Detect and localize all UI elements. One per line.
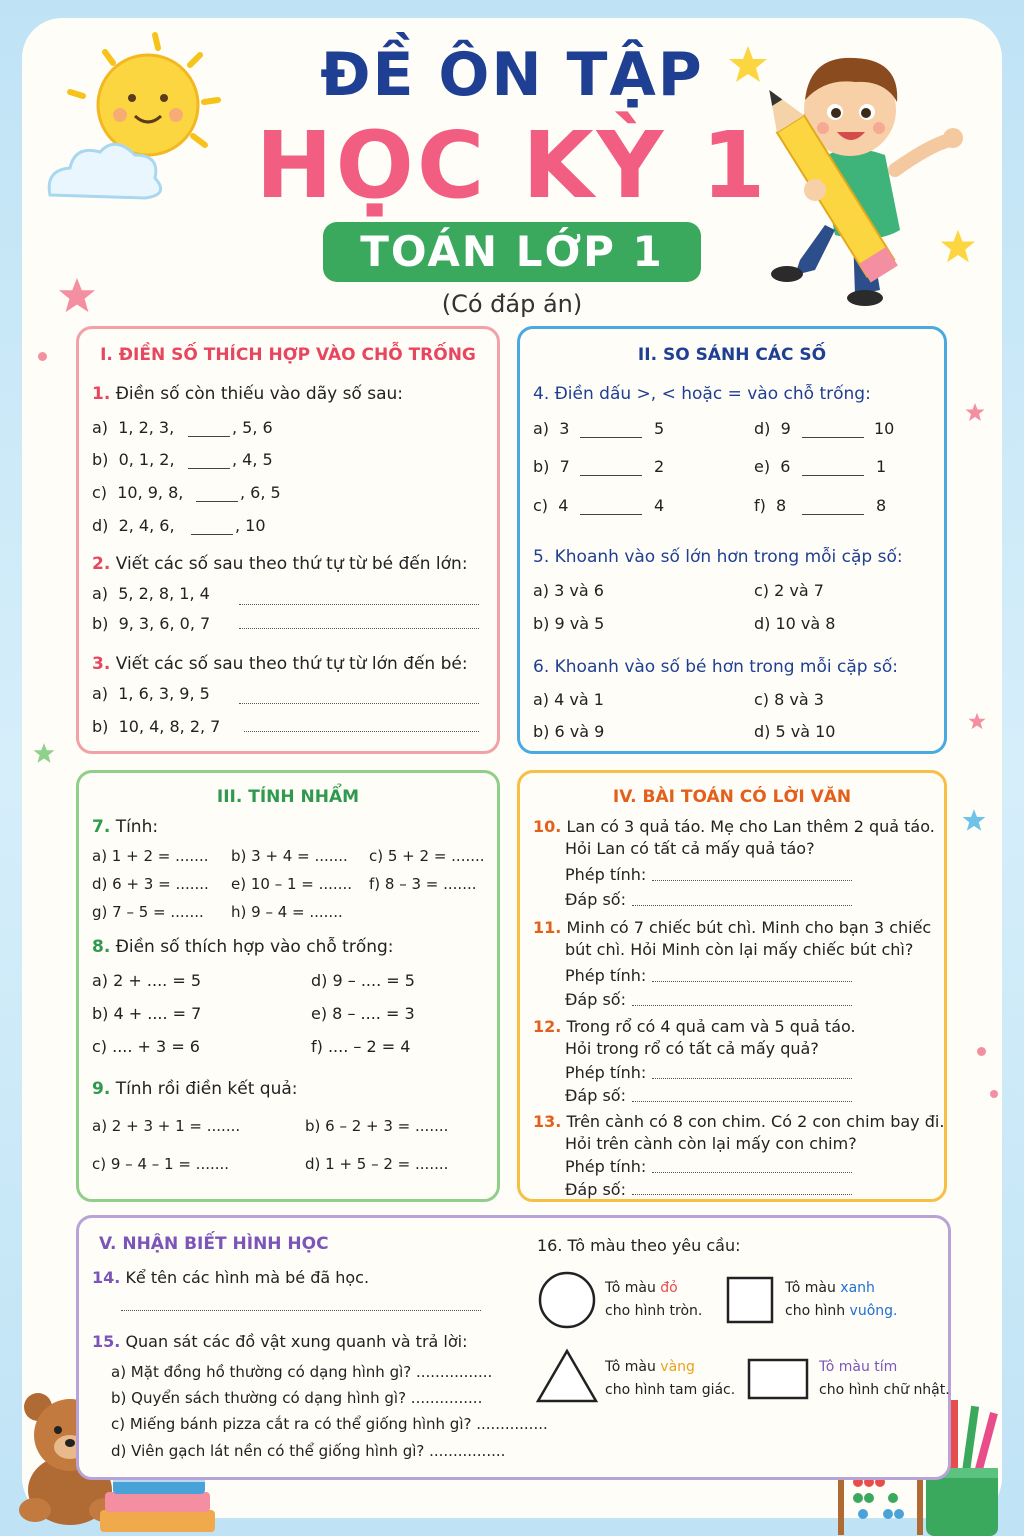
item-label: c)	[92, 483, 108, 502]
rectangle-instruction: Tô màu tím	[819, 1359, 898, 1375]
compute-item[interactable]: c) 9 – 4 – 1 = .......	[92, 1155, 230, 1173]
pair-item[interactable]: c) 8 và 3	[754, 690, 824, 709]
answer-label: Đáp số:	[565, 1086, 626, 1105]
item-sequence-end: , 5, 6	[232, 418, 273, 437]
color-word-blue: vuông.	[849, 1303, 898, 1319]
word-problem-13	[533, 1112, 944, 1131]
item-label: b)	[92, 614, 109, 633]
square-instruction-2	[785, 1303, 897, 1319]
observe-item[interactable]: a) Mặt đồng hồ thường có dạng hình gì? ................	[111, 1363, 493, 1381]
section-2-title: II. SO SÁNH CÁC SỐ	[637, 345, 827, 365]
item-label: d)	[754, 419, 771, 438]
section-4-title: IV. BÀI TOÁN CÓ LỜI VĂN	[612, 787, 852, 807]
calc-label: Phép tính:	[565, 966, 647, 985]
problem-text: Lan có 3 quả táo. Mẹ cho Lan thêm 2 quả táo.	[566, 817, 935, 836]
answer-blank[interactable]	[196, 501, 238, 502]
compare-blank[interactable]	[580, 437, 642, 438]
question-16: 16. Tô màu theo yêu cầu:	[537, 1236, 741, 1255]
sort-item	[92, 614, 210, 633]
title-line-2: HỌC KỲ 1	[255, 112, 769, 219]
calc-label: Phép tính:	[565, 865, 647, 884]
item-sequence: 1, 2, 3,	[118, 418, 175, 437]
question-text: Điền số thích hợp vào chỗ trống:	[115, 937, 394, 957]
pair-item[interactable]: d) 5 và 10	[754, 722, 836, 741]
calc-item[interactable]: e) 10 – 1 = .......	[231, 875, 352, 893]
left-number: 6	[780, 457, 791, 476]
problem-number: 12.	[533, 1017, 562, 1036]
question-number: 8.	[92, 937, 111, 957]
question-text: Tính:	[115, 817, 159, 837]
question-number: 14.	[92, 1268, 121, 1287]
compare-item	[533, 419, 569, 438]
fill-item[interactable]: e) 8 – .... = 3	[311, 1004, 415, 1023]
answer-line[interactable]	[239, 604, 479, 605]
calc-item[interactable]: b) 3 + 4 = .......	[231, 847, 348, 865]
calc-item[interactable]: c) 5 + 2 = .......	[369, 847, 485, 865]
circle-instruction	[605, 1280, 678, 1296]
question-14	[92, 1268, 369, 1287]
question-text: Viết các số sau theo thứ tự từ bé đến lớn:	[115, 554, 468, 574]
problem-question: Hỏi trong rổ có tất cả mấy quả?	[565, 1039, 819, 1058]
calc-answer-line[interactable]	[652, 1172, 852, 1173]
word-problem-10	[533, 817, 935, 836]
question-number: 2.	[92, 554, 111, 574]
left-number: 3	[559, 419, 570, 438]
question-4: 4. Điền dấu >, < hoặc = vào chỗ trống:	[533, 384, 871, 404]
observe-item[interactable]: b) Quyển sách thường có dạng hình gì? ...............	[111, 1389, 483, 1407]
item-sequence: 0, 1, 2,	[118, 450, 175, 469]
answer-label: Đáp số:	[565, 1180, 626, 1199]
sequence-item	[92, 483, 183, 502]
problem-number: 13.	[533, 1112, 562, 1131]
sort-item	[92, 684, 210, 703]
item-label: a)	[533, 419, 550, 438]
problem-question: Hỏi Lan có tất cả mấy quả táo?	[565, 839, 815, 858]
section-1-title: I. ĐIỀN SỐ THÍCH HỢP VÀO CHỖ TRỐNG	[100, 345, 476, 365]
right-number: 5	[654, 419, 665, 438]
section-1-box	[76, 326, 500, 754]
subtitle: (Có đáp án)	[441, 290, 583, 318]
section-5-title: V. NHẬN BIẾT HÌNH HỌC	[99, 1234, 329, 1254]
question-5: 5. Khoanh vào số lớn hơn trong mỗi cặp số:	[533, 547, 903, 567]
calc-item[interactable]: d) 6 + 3 = .......	[92, 875, 209, 893]
question-8	[92, 937, 394, 957]
square-shape[interactable]	[726, 1276, 776, 1326]
item-sequence-end: , 10	[235, 516, 266, 535]
final-answer-line[interactable]	[632, 905, 852, 906]
final-answer-line[interactable]	[632, 1005, 852, 1006]
compare-item	[754, 457, 790, 476]
fill-item[interactable]: d) 9 – .... = 5	[311, 971, 415, 990]
compare-blank[interactable]	[802, 475, 864, 476]
instruction-text: Tô màu	[785, 1280, 841, 1296]
observe-item[interactable]: c) Miếng bánh pizza cắt ra có thể giống hình gì? ...............	[111, 1415, 548, 1433]
question-number: 1.	[92, 384, 111, 404]
problem-number: 10.	[533, 817, 562, 836]
compare-item	[533, 496, 568, 515]
question-text: Tính rồi điền kết quả:	[115, 1079, 298, 1099]
fill-item[interactable]: f) .... – 2 = 4	[311, 1037, 411, 1056]
blue-star-icon	[962, 808, 986, 832]
problem-text: Trong rổ có 4 quả cam và 5 quả táo.	[566, 1017, 856, 1036]
section-3-title: III. TÍNH NHẨM	[216, 787, 360, 807]
item-numbers: 10, 4, 8, 2, 7	[118, 717, 221, 736]
item-sequence-end: , 6, 5	[240, 483, 281, 502]
compare-item	[754, 496, 786, 515]
item-label: a)	[92, 584, 109, 603]
item-label: a)	[92, 684, 109, 703]
problem-text: Trên cành có 8 con chim. Có 2 con chim bay đi.	[566, 1112, 945, 1131]
final-answer-line[interactable]	[632, 1101, 852, 1102]
green-star-icon	[33, 742, 55, 764]
right-number: 1	[876, 457, 887, 476]
right-number: 4	[654, 496, 665, 515]
item-numbers: 1, 6, 3, 9, 5	[118, 684, 210, 703]
item-label: b)	[92, 450, 109, 469]
item-numbers: 9, 3, 6, 0, 7	[118, 614, 211, 633]
sequence-item	[92, 450, 175, 469]
calc-answer-line[interactable]	[652, 880, 852, 881]
item-numbers: 5, 2, 8, 1, 4	[118, 584, 210, 603]
item-sequence-end: , 4, 5	[232, 450, 273, 469]
circle-shape[interactable]	[537, 1270, 597, 1330]
problem-question: bút chì. Hỏi Minh còn lại mấy chiếc bút chì?	[565, 940, 914, 959]
rectangle-shape[interactable]	[747, 1358, 811, 1402]
calc-label: Phép tính:	[565, 1063, 647, 1082]
right-number: 2	[654, 457, 665, 476]
section-3-box	[76, 770, 500, 1202]
left-number: 8	[776, 496, 787, 515]
answer-label: Đáp số:	[565, 990, 626, 1009]
question-number: 3.	[92, 654, 111, 674]
left-number: 7	[559, 457, 570, 476]
question-3	[92, 654, 468, 674]
question-text: Quan sát các đồ vật xung quanh và trả lời:	[125, 1332, 468, 1351]
pair-item[interactable]: c) 2 và 7	[754, 581, 824, 600]
item-sequence: 10, 9, 8,	[117, 483, 184, 502]
compare-blank[interactable]	[580, 514, 642, 515]
calc-label: Phép tính:	[565, 1157, 647, 1176]
triangle-instruction	[605, 1359, 695, 1375]
compare-item	[533, 457, 570, 476]
observe-item[interactable]: d) Viên gạch lát nền có thể giống hình gì? ................	[111, 1442, 506, 1460]
rectangle-instruction-2: cho hình chữ nhật.	[819, 1382, 950, 1398]
dot-decoration	[977, 1047, 986, 1056]
answer-line[interactable]	[244, 731, 479, 732]
item-label: d)	[92, 516, 109, 535]
instruction-text: Tô màu	[605, 1280, 661, 1296]
question-text: Viết các số sau theo thứ tự từ lớn đến bé:	[115, 654, 468, 674]
answer-line[interactable]	[239, 703, 479, 704]
square-instruction	[785, 1280, 875, 1296]
fill-item[interactable]: c) .... + 3 = 6	[92, 1037, 200, 1056]
problem-number: 11.	[533, 918, 562, 937]
calc-item[interactable]: g) 7 – 5 = .......	[92, 903, 204, 921]
color-word-yellow: vàng	[660, 1359, 695, 1375]
instruction-text: cho hình	[785, 1303, 850, 1319]
sort-item	[92, 717, 220, 736]
sequence-item	[92, 418, 174, 437]
word-problem-11	[533, 918, 931, 937]
title-line-1: ĐỀ ÔN TẬP	[320, 40, 704, 110]
compute-item[interactable]: d) 1 + 5 – 2 = .......	[305, 1155, 449, 1173]
question-15	[92, 1332, 467, 1351]
instruction-text: Tô màu	[605, 1359, 661, 1375]
question-9	[92, 1079, 298, 1099]
compute-item[interactable]: a) 2 + 3 + 1 = .......	[92, 1117, 241, 1135]
item-label: b)	[533, 457, 550, 476]
final-answer-line[interactable]	[632, 1194, 852, 1195]
question-6: 6. Khoanh vào số bé hơn trong mỗi cặp số:	[533, 657, 898, 677]
calc-item[interactable]: a) 1 + 2 = .......	[92, 847, 209, 865]
compare-blank[interactable]	[802, 437, 864, 438]
fill-item[interactable]: b) 4 + .... = 7	[92, 1004, 202, 1023]
question-number: 7.	[92, 817, 111, 837]
left-number: 4	[558, 496, 569, 515]
pink-star-icon	[965, 402, 985, 422]
compare-blank[interactable]	[580, 475, 642, 476]
sequence-item	[92, 516, 175, 535]
answer-blank[interactable]	[191, 534, 233, 535]
calc-item[interactable]: h) 9 – 4 = .......	[231, 903, 343, 921]
circle-instruction-2: cho hình tròn.	[605, 1303, 703, 1319]
item-label: a)	[92, 418, 109, 437]
right-number: 8	[876, 496, 887, 515]
item-label: f)	[754, 496, 766, 515]
dot-decoration	[990, 1090, 998, 1098]
pair-item[interactable]: a) 3 và 6	[533, 581, 604, 600]
calc-answer-line[interactable]	[652, 981, 852, 982]
pair-item[interactable]: b) 6 và 9	[533, 722, 605, 741]
pair-item[interactable]: a) 4 và 1	[533, 690, 604, 709]
problem-question: Hỏi trên cành còn lại mấy con chim?	[565, 1134, 857, 1153]
question-number: 9.	[92, 1079, 111, 1099]
section-5-box	[76, 1215, 951, 1480]
compare-blank[interactable]	[802, 514, 864, 515]
grade-banner: TOÁN LỚP 1	[323, 222, 701, 282]
pair-item[interactable]: d) 10 và 8	[754, 614, 836, 633]
answer-label: Đáp số:	[565, 890, 626, 909]
compare-item	[754, 419, 791, 438]
question-text: Kể tên các hình mà bé đã học.	[125, 1268, 370, 1287]
right-number: 10	[874, 419, 895, 438]
compute-item[interactable]: b) 6 – 2 + 3 = .......	[305, 1117, 449, 1135]
section-2-box	[517, 326, 947, 754]
answer-blank[interactable]	[188, 436, 230, 437]
calc-answer-line[interactable]	[652, 1078, 852, 1079]
problem-text: Minh có 7 chiếc bút chì. Minh cho bạn 3 chiếc	[566, 918, 932, 937]
triangle-shape[interactable]	[535, 1348, 599, 1404]
item-label: e)	[754, 457, 771, 476]
sort-item	[92, 584, 210, 603]
calc-item[interactable]: f) 8 – 3 = .......	[369, 875, 477, 893]
answer-line[interactable]	[239, 628, 479, 629]
section-4-box	[517, 770, 947, 1202]
color-word-blue: xanh	[840, 1280, 875, 1296]
pink-star-icon	[968, 712, 986, 730]
question-text: Điền số còn thiếu vào dãy số sau:	[115, 384, 404, 404]
item-sequence: 2, 4, 6,	[118, 516, 175, 535]
answer-blank[interactable]	[188, 468, 230, 469]
dot-decoration	[38, 352, 47, 361]
fill-item[interactable]: a) 2 + .... = 5	[92, 971, 201, 990]
left-number: 9	[780, 419, 791, 438]
color-word-red: đỏ	[660, 1280, 678, 1296]
triangle-instruction-2: cho hình tam giác.	[605, 1382, 736, 1398]
answer-line[interactable]	[121, 1310, 481, 1311]
question-7	[92, 817, 158, 837]
pair-item[interactable]: b) 9 và 5	[533, 614, 605, 633]
question-number: 15.	[92, 1332, 121, 1351]
word-problem-12	[533, 1017, 856, 1036]
item-label: b)	[92, 717, 109, 736]
question-1	[92, 384, 403, 404]
question-2	[92, 554, 468, 574]
item-label: c)	[533, 496, 549, 515]
